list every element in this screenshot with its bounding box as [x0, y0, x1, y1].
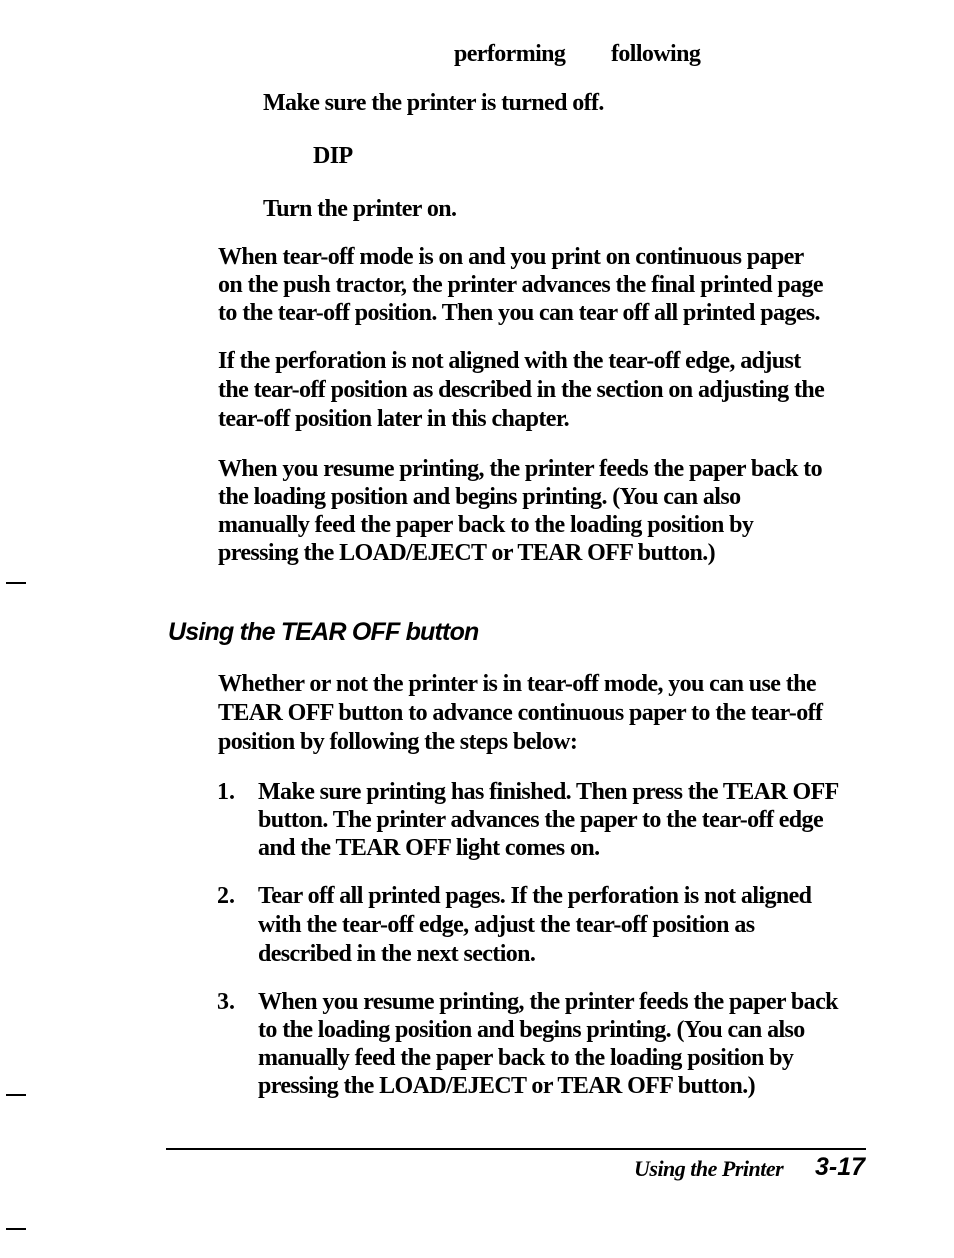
text-line: When you resume printing, the printer feeds the paper back: [258, 989, 838, 1015]
footer-title: Using the Printer: [634, 1156, 784, 1181]
text-line: Tear off all printed pages. If the perforation is not aligned: [258, 883, 812, 909]
item-number: 1.: [217, 779, 235, 805]
text-line: and the TEAR OFF light comes on.: [258, 835, 600, 861]
text-line: described in the next section.: [258, 941, 536, 967]
step-dip: DIP: [313, 143, 353, 169]
item-number: 3.: [217, 989, 235, 1015]
step-printer-off: Make sure the printer is turned off.: [263, 90, 604, 116]
text-line: TEAR OFF button to advance continuous paper to the tear-off: [218, 700, 823, 726]
margin-mark: [6, 1094, 26, 1096]
text-line: position by following the steps below:: [218, 729, 578, 755]
text-line: manually feed the paper back to the loading position by: [218, 512, 754, 538]
footer-rule: [166, 1148, 866, 1150]
fragment-word-performing: performing: [454, 41, 566, 67]
text-line: Make sure printing has finished. Then press the TEAR OFF: [258, 779, 839, 805]
text-line: button. The printer advances the paper to the tear-off edge: [258, 807, 823, 833]
margin-mark: [6, 582, 26, 584]
text-line: Whether or not the printer is in tear-off mode, you can use the: [218, 671, 816, 697]
text-line: manually feed the paper back to the loading position by: [258, 1045, 794, 1071]
text-line: the loading position and begins printing. (You can also: [218, 484, 741, 510]
text-line: pressing the LOAD/EJECT or TEAR OFF button.): [218, 540, 716, 566]
text-line: to the loading position and begins printing. (You can also: [258, 1017, 805, 1043]
text-line: If the perforation is not aligned with the tear-off edge, adjust: [218, 348, 801, 374]
section-heading: Using the TEAR OFF button: [168, 618, 479, 646]
text-line: with the tear-off edge, adjust the tear-off position as: [258, 912, 755, 938]
text-line: the tear-off position as described in the section on adjusting the: [218, 377, 825, 403]
text-line: on the push tractor, the printer advances the final printed page: [218, 272, 823, 298]
text-line: to the tear-off position. Then you can tear off all printed pages.: [218, 300, 820, 326]
fragment-word-following: following: [611, 41, 701, 67]
step-printer-on: Turn the printer on.: [263, 196, 457, 222]
text-line: tear-off position later in this chapter.: [218, 406, 570, 432]
margin-mark: [6, 1228, 26, 1230]
item-number: 2.: [217, 883, 235, 909]
page-number: 3-17: [815, 1153, 866, 1181]
text-line: When you resume printing, the printer feeds the paper back to: [218, 456, 823, 482]
text-line: When tear-off mode is on and you print on continuous paper: [218, 244, 804, 270]
text-line: pressing the LOAD/EJECT or TEAR OFF button.): [258, 1073, 756, 1099]
